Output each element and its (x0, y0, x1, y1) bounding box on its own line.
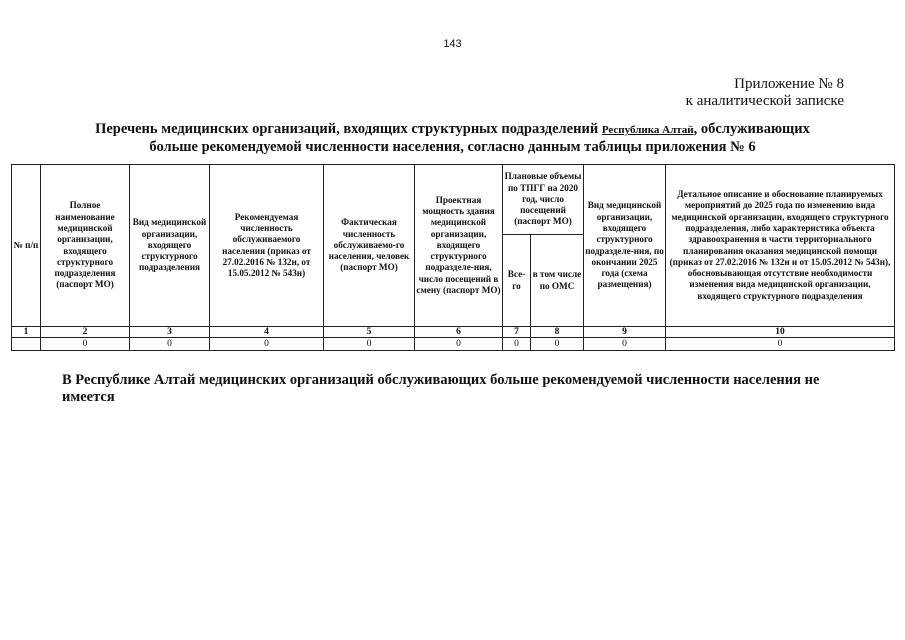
document-title (40, 121, 865, 156)
column-numbers-row (12, 327, 895, 338)
column-number: 9 (584, 327, 666, 338)
table-cell: 0 (503, 338, 531, 351)
column-number: 2 (41, 327, 130, 338)
header-description: Детальное описание и обоснование планируемых мероприятий до 2025 года по изменению вида медицинской организации, входящего структурного подразделения, либо характеристика объекта здравоохранения в части территориального планирования оказания медицинской помощи (приказ от 27.02.2016 № 132н и от 15.05.2012 № 543н), обосновывающая отсутствие необходимости изменения вида медицинской организации, входящего структурного подразделения (666, 165, 895, 327)
conclusion-text: В Республике Алтай медицинских организаций обслуживающих больше рекомендуемой численности населения не имеется (62, 372, 820, 405)
column-number: 8 (531, 327, 584, 338)
header-recommended-population: Рекомендуемая численность обслуживаемого населения (приказ от 27.02.2016 № 132н, от 15.05.2012 № 543н) (210, 165, 324, 327)
page-number: 143 (443, 38, 462, 50)
appendix-note (686, 76, 844, 110)
header-number: № п/п (12, 165, 41, 327)
table-cell: 0 (41, 338, 130, 351)
table-cell: 0 (210, 338, 324, 351)
column-number: 6 (415, 327, 503, 338)
column-number: 7 (503, 327, 531, 338)
table-cell: 0 (415, 338, 503, 351)
title-part1: Перечень медицинских организаций, входящих структурных подразделений (95, 121, 599, 137)
appendix-reference: к аналитической записке (685, 93, 844, 109)
header-org-type: Вид медицинской организации, входящего структурного подразделения (130, 165, 210, 327)
column-number: 3 (130, 327, 210, 338)
table-row (12, 338, 895, 351)
table-cell: 0 (666, 338, 895, 351)
table-cell: 0 (584, 338, 666, 351)
table-cell: 0 (324, 338, 415, 351)
title-part2: , обслуживающих (693, 121, 810, 137)
title-line2: больше рекомендуемой численности населения, согласно данным таблицы приложения № 6 (149, 139, 756, 155)
region-name: Республика Алтай (601, 124, 694, 136)
column-number: 4 (210, 327, 324, 338)
column-number: 1 (12, 327, 41, 338)
appendix-number: Приложение № 8 (734, 76, 844, 92)
header-org-name: Полное наименование медицинской организации, входящего структурного подразделения (паспорт МО) (41, 165, 130, 327)
header-oms: в том числе по ОМС (531, 235, 584, 327)
header-actual-population: Фактическая численность обслуживаемо-го населения, человек (паспорт МО) (324, 165, 415, 327)
table-cell: 0 (130, 338, 210, 351)
table-cell (12, 338, 41, 351)
organizations-table (11, 164, 895, 351)
header-design-capacity: Проектная мощность здания медицинской организации, входящего структурного подразделе-ния, число посещений в смену (паспорт МО) (415, 165, 503, 327)
table-cell: 0 (531, 338, 584, 351)
header-planned-volumes: Плановые объемы по ТПГГ на 2020 год, число посещений (паспорт МО) (503, 165, 584, 235)
column-number: 5 (324, 327, 415, 338)
column-number: 10 (666, 327, 895, 338)
header-total: Все-го (503, 235, 531, 327)
header-org-type-2025: Вид медицинской организации, входящего структурного подразделе-ния, по окончании 2025 года (схема размещения) (584, 165, 666, 327)
